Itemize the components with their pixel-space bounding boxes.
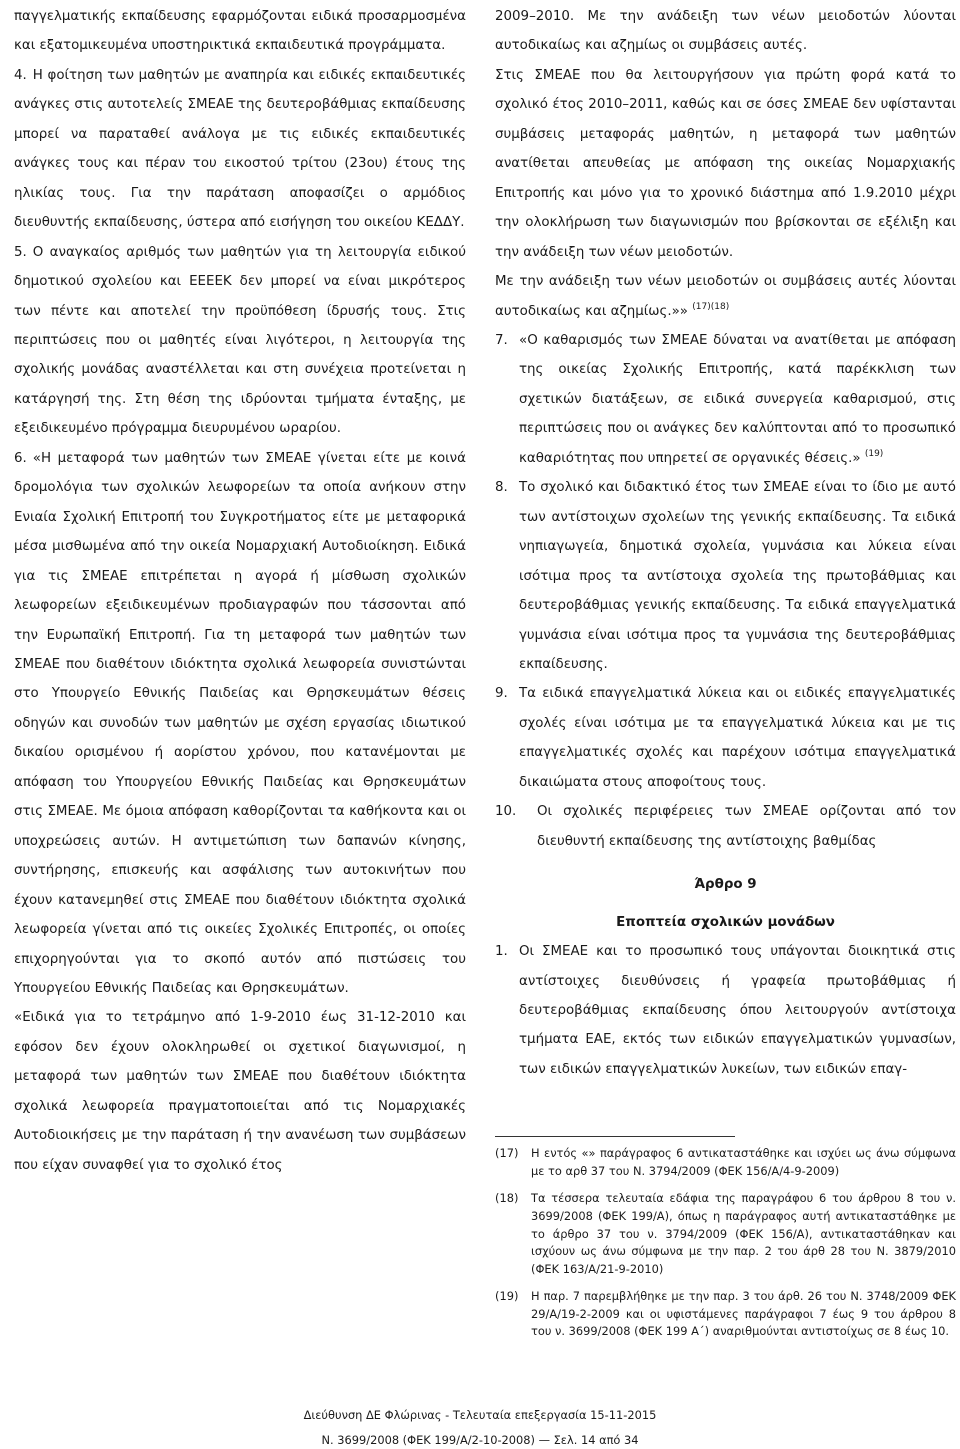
continuation-text-1: 2009–2010. Με την ανάδειξη των νέων μειοδοτών λύονται αυτοδικαίως και αζημίως οι συμβάσεις αυτές. [495,9,956,54]
article-subheading: Εποπτεία σχολικών μονάδων [616,914,835,930]
continuation-text-3: Με την ανάδειξη των νέων μειοδοτών οι συμβάσεις αυτές λύονται αυτοδικαίως και αζημίως.»» $^{(17)(18)}$ [495,274,956,319]
continuation-text-2: Στις ΣΜΕΑΕ που θα λειτουργήσουν για πρώτη φορά κατά το σχολικό έτος 2010–2011, καθώς και σε όσες ΣΜΕΑΕ δεν υφίστανται συμβάσεις μεταφοράς μαθητών, η μεταφορά των μαθητών ανατίθεται απευθείας με απόφαση της οικείας Νομαρχιακής Επιτροπής και μόνο για το χρονικό διάστημα από 1.9.2010 μέχρι την ολοκλήρωση των διαγωνισμών που βρίσκονται σε εξέλιξη και την ανάδειξη των νέων μειοδοτών. [495,67,956,260]
footnote-18: (18) Τα τέσσερα τελευταία εδάφια της παραγράφου 6 του άρθρου 8 του ν. 3699/2008 (ΦΕΚ 199/Α), όπως η παράγραφος αυτή αντικαταστάθηκε με το άρθρο 37 του ν. 3794/2009 (ΦΕΚ 156/Α), αντικαταστάθηκαν και ισχύουν ως άνω σύμφωνα με την παρ. 2 του άρθ 28 του Ν. 3879/2010 (ΦΕΚ 163/Α/21-9-2010) [495,1190,956,1277]
footnote-ref[interactable]: (19) [864,448,884,459]
article-paragraph-1: 1. Οι ΣΜΕΑΕ και το προσωπικό τους υπάγονται διοικητικά στις αντίστοιχες διευθύνσεις ή γραφεία πρωτοβάθμιας ή δευτεροβάθμιας εκπαίδευσης όπου λειτουργούν αντίστοιχα τμήματα ΕΑΕ, εκτός των ειδικών επαγγελματικών γυμνασίων, των ειδικών επαγγελματικών λυκείων, των ειδικών επαγ- [495,944,956,1077]
page-footer: Διεύθυνση ΔΕ Φλώρινας - Τελευταία επεξεργασία 15-11-2015 [303,1408,657,1422]
article-heading: Άρθρο 9 [694,877,757,893]
left-column [14,2,466,1180]
paragraph-9: 9. Τα ειδικά επαγγελματικά λύκεια και οι ειδικές επαγγελματικές σχολές είναι ισότιμα με τα επαγγελματικά λύκεια και με τις επαγγελματικές σχολές και παρέχουν ισότιμα επαγγελματικά δικαιώματα στους αποφοίτους τους. [495,686,956,790]
paragraph-8: 8. Το σχολικό και διδακτικό έτος των ΣΜΕΑΕ είναι το ίδιο με αυτό των αντίστοιχων σχολείων της γενικής εκπαίδευσης. Τα ειδικά νηπιαγωγεία, δημοτικά σχολεία, γυμνάσια και λύκεια είναι ισότιμα προς τα αντίστοιχα σχολεία της πρωτοβάθμιας και δευτεροβάθμιας γενικής εκπαίδευσης. Τα ειδικά επαγγελματικά γυμνάσια είναι ισότιμα προς τα γυμνάσια της δευτεροβάθμιας εκπαίδευσης. [495,480,956,672]
page-footer-reference: Ν. 3699/2008 (ΦΕΚ 199/Α/2-10-2008) — Σελ. 14 από 34 [321,1433,639,1447]
paragraph-6: 6. «Η μεταφορά των μαθητών των ΣΜΕΑΕ γίνεται είτε με κοινά δρομολόγια των σχολικών λεωφορείων τα οποία ανήκουν στην Ενιαία Σχολική Επιτροπή του Συγκροτήματος είτε με μεταφορικά μέσα μισθωμένα από την οικεία Νομαρχιακή Αυτοδιοίκηση. Ειδικά για τις ΣΜΕΑΕ επιτρέπεται η αγορά ή μίσθωση σχολικών λεωφορείων εξειδικευμένων προδιαγραφών που τάσσονται από την Ευρωπαϊκή Επιτροπή. Για τη μεταφορά των μαθητών των ΣΜΕΑΕ που διαθέτουν ιδιόκτητα σχολικά λεωφορεία συνιστώνται στο Υπουργείο Εθνικής Παιδείας και Θρησκευμάτων θέσεις οδηγών και συνοδών των μαθητών με σχέση εργασίας ιδιωτικού δικαίου ορισμένου ή αορίστου χρόνου, που κατανέμονται με απόφαση του Υπουργείου Εθνικής Παιδείας και Θρησκευμάτων στις ΣΜΕΑΕ. Με όμοια απόφαση καθορίζονται τα καθήκοντα και οι υποχρεώσεις αυτών. Η αντιμετώπιση των δαπανών κίνησης, συντήρησης, επισκευής και ασφάλισης των αυτοκινήτων που έχουν κατανεμηθεί στις ΣΜΕΑΕ που διαθέτουν ιδιόκτητα σχολικά λεωφορεία γίνεται από τις οικείες Σχολικές Επιτροπές, οι οποίες επιχορηγούνται για το σκοπό αυτόν από πιστώσεις του Υπουργείου Εθνικής Παιδείας και Θρησκευμάτων. [14,450,466,996]
paragraph-10: 10. Οι σχολικές περιφέρειες των ΣΜΕΑΕ ορίζονται από τον διευθυντή εκπαίδευσης της αντίστοιχης βαθμίδας [495,804,956,849]
right-column [495,2,956,1350]
footnote-ref[interactable]: (17)(18) [692,301,730,312]
paragraph-6-continuation: «Ειδικά για το τετράμηνο από 1-9-2010 έως 31-12-2010 και εφόσον δεν έχουν ολοκληρωθεί οι σχετικοί διαγωνισμοί, η μεταφορά των μαθητών των ΣΜΕΑΕ που διαθέτουν ιδιόκτητα σχολικά λεωφορεία πραγματοποιείται από τις Νομαρχιακές Αυτοδιοικήσεις με την παράταση ή την ανανέωση των συμβάσεων που είχαν συναφθεί για το σχολικό έτος [14,1010,466,1173]
footnote-19: (19) Η παρ. 7 παρεμβλήθηκε με την παρ. 3 του άρθ. 26 του Ν. 3748/2009 ΦΕΚ 29/Α/19-2-2009 και οι υφιστάμενες παράγραφοι 7 έως 9 του άρθρου 8 του ν. 3699/2008 (ΦΕΚ 199 Α΄) αναριθμούνται αντιστοίχως σε 8 έως 10. [495,1288,956,1339]
paragraph-4: 4. Η φοίτηση των μαθητών με αναπηρία και ειδικές εκπαιδευτικές ανάγκες στις αυτοτελείς ΣΜΕΑΕ της δευτεροβάθμιας εκπαίδευσης μπορεί να παραταθεί ανάλογα με τις ειδικές εκπαιδευτικές ανάγκες τους και πέραν του εικοστού τρίτου (23ου) έτους της ηλικίας τους. Για την παράταση αποφασίζει ο αρμόδιος διευθυντής εκπαίδευσης, ύστερα από εισήγηση του οικείου ΚΕΔΔΥ. [14,67,466,231]
footnote-divider [495,1136,735,1137]
paragraph-7: 7. «Ο καθαρισμός των ΣΜΕΑΕ δύναται να ανατίθεται με απόφαση της οικείας Σχολικής Επιτροπής, κατά παρέκκλιση των σχετικών διατάξεων, σε ειδικά συνεργεία καθαρισμού, στις περιπτώσεις που οι ανάγκες δεν καλύπτονται από το προσωπικό καθαριότητας που υπηρετεί σε οργανικές θέσεις.» $^{(19)}$ [495,332,956,466]
paragraph-5: 5. Ο αναγκαίος αριθμός των μαθητών για τη λειτουργία ειδικού δημοτικού σχολείου και ΕΕΕΕΚ δεν μπορεί να είναι μικρότερος των πέντε και αποτελεί την προϋπόθεση ίδρυσής τους. Στις περιπτώσεις που οι μαθητές είναι λιγότεροι, η λειτουργία της σχολικής μονάδας αναστέλλεται και στη συνέχεια προτείνεται η κατάργησή της. Στη θέση της ιδρύονται τμήματα ένταξης, με εξειδικευμένο πρόγραμμα διευρυμένου ωραρίου. [14,244,466,437]
intro-paragraph: παγγελματικής εκπαίδευσης εφαρμόζονται ειδικά προσαρμοσμένα και εξατομικευμένα υποστηρικτικά εκπαιδευτικά προγράμματα. [14,9,466,54]
footnote-17: (17) Η εντός «» παράγραφος 6 αντικαταστάθηκε και ισχύει ως άνω σύμφωνα με το αρθ 37 του Ν. 3794/2009 (ΦΕΚ 156/Α/4-9-2009) [495,1146,956,1179]
